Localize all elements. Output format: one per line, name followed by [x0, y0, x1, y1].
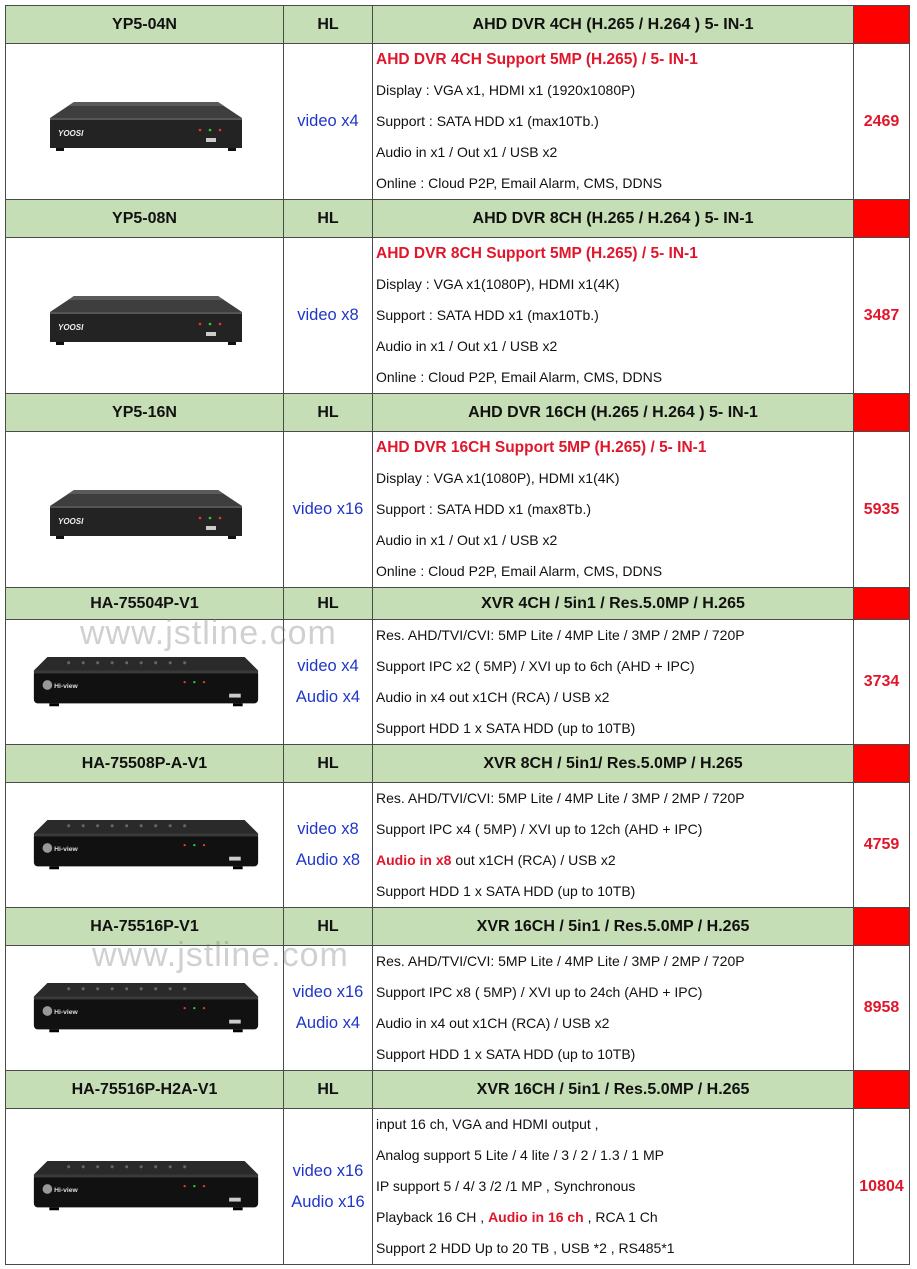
product-photo [6, 946, 284, 1071]
channel-count: Audio x4 [295, 688, 361, 706]
channel-count: video x8 [297, 820, 359, 838]
channel-cell [284, 238, 373, 394]
xvr-hiview-image [30, 651, 262, 719]
spec-line: Support HDD 1 x SATA HDD (up to 10TB) [376, 883, 636, 899]
channel-count: video x16 [292, 1161, 364, 1180]
svg-text:Hi-view: Hi-view [54, 845, 78, 853]
red-flag-cell [854, 1071, 910, 1109]
grade-label: HL [284, 588, 373, 620]
model-number: YP5-08N [6, 200, 284, 238]
spec-line: Res. AHD/TVI/CVI: 5MP Lite / 4MP Lite / 3MP / 2MP / 720P [376, 790, 745, 806]
spec-line: AHD DVR 4CH Support 5MP (H.265) / 5- IN-1 [376, 51, 698, 68]
model-number: YP5-04N [6, 6, 284, 44]
spec-line: Support IPC x4 ( 5MP) / XVI up to 12ch (AHD + IPC) [376, 821, 703, 837]
channel-cell [284, 783, 373, 908]
channel-count: Audio x16 [291, 1192, 365, 1211]
channel-cell [284, 946, 373, 1071]
price: 3487 [854, 238, 910, 394]
product-photo [6, 1109, 284, 1265]
xvr-hiview-image [30, 1155, 262, 1223]
spec-line [376, 845, 853, 876]
grade-label: HL [284, 745, 373, 783]
spec-line: Display : VGA x1(1080P), HDMI x1(4K) [376, 470, 620, 486]
grade-label: HL [284, 1071, 373, 1109]
svg-text:YOOSI: YOOSI [58, 323, 84, 332]
channel-cell [284, 432, 373, 588]
svg-text:YOOSI: YOOSI [58, 129, 84, 138]
product-title: AHD DVR 8CH (H.265 / H.264 ) 5- IN-1 [373, 200, 854, 238]
model-number: HA-75504P-V1 [6, 588, 284, 620]
product-photo [6, 620, 284, 745]
spec-line: Support 2 HDD Up to 20 TB , USB *2 , RS485*1 [376, 1240, 675, 1256]
model-number: HA-75516P-H2A-V1 [6, 1071, 284, 1109]
spec-line: Support : SATA HDD x1 (max10Tb.) [376, 307, 599, 323]
spec-cell [373, 783, 854, 908]
spec-line: Display : VGA x1, HDMI x1 (1920x1080P) [376, 82, 636, 98]
spec-cell [373, 44, 854, 200]
product-title: AHD DVR 4CH (H.265 / H.264 ) 5- IN-1 [373, 6, 854, 44]
spec-line: Res. AHD/TVI/CVI: 5MP Lite / 4MP Lite / 3MP / 2MP / 720P [376, 627, 745, 643]
channel-cell [284, 1109, 373, 1265]
red-flag-cell [854, 200, 910, 238]
svg-text:Hi-view: Hi-view [54, 682, 78, 690]
spec-line: Audio in x1 / Out x1 / USB x2 [376, 532, 558, 548]
red-flag-cell [854, 745, 910, 783]
product-title: AHD DVR 16CH (H.265 / H.264 ) 5- IN-1 [373, 394, 854, 432]
spec-line: Support IPC x8 ( 5MP) / XVI up to 24ch (AHD + IPC) [376, 984, 703, 1000]
spec-tail: , RCA 1 Ch [587, 1209, 658, 1225]
dvr-yoosi-image [46, 480, 246, 550]
spec-line: AHD DVR 16CH Support 5MP (H.265) / 5- IN-1 [376, 439, 707, 456]
grade-label: HL [284, 6, 373, 44]
spec-line: Support HDD 1 x SATA HDD (up to 10TB) [376, 1046, 636, 1062]
spec-line: Audio in x4 out x1CH (RCA) / USB x2 [376, 689, 610, 705]
channel-count: video x4 [297, 112, 359, 130]
price: 2469 [854, 44, 910, 200]
product-photo [6, 432, 284, 588]
svg-text:YOOSI: YOOSI [58, 517, 84, 526]
grade-label: HL [284, 908, 373, 946]
spec-cell [373, 1109, 854, 1265]
price: 5935 [854, 432, 910, 588]
spec-line: Audio in x1 / Out x1 / USB x2 [376, 144, 558, 160]
spec-text: Playback 16 CH , [376, 1209, 485, 1225]
channel-count: video x4 [297, 657, 359, 675]
spec-line [376, 1202, 853, 1233]
spec-line: IP support 5 / 4/ 3 /2 /1 MP , Synchronous [376, 1178, 636, 1194]
channel-cell [284, 44, 373, 200]
xvr-hiview-image [30, 814, 262, 882]
model-number: YP5-16N [6, 394, 284, 432]
channel-count: Audio x4 [295, 1014, 361, 1032]
product-photo [6, 238, 284, 394]
spec-line: Support : SATA HDD x1 (max10Tb.) [376, 113, 599, 129]
dvr-yoosi-image [46, 286, 246, 356]
spec-line: Analog support 5 Lite / 4 lite / 3 / 2 / 1.3 / 1 MP [376, 1147, 664, 1163]
red-flag-cell [854, 908, 910, 946]
spec-cell [373, 946, 854, 1071]
red-flag-cell [854, 588, 910, 620]
grade-label: HL [284, 200, 373, 238]
grade-label: HL [284, 394, 373, 432]
spec-cell [373, 238, 854, 394]
price: 10804 [854, 1109, 910, 1265]
model-number: HA-75508P-A-V1 [6, 745, 284, 783]
price: 3734 [854, 620, 910, 745]
spec-line: Online : Cloud P2P, Email Alarm, CMS, DDNS [376, 369, 663, 385]
price: 4759 [854, 783, 910, 908]
watermark-2: www.jstline.com [92, 936, 349, 974]
spec-line: input 16 ch, VGA and HDMI output , [376, 1116, 599, 1132]
watermark-1: www.jstline.com [80, 614, 337, 652]
spec-highlight: Audio in 16 ch [488, 1209, 584, 1225]
spec-cell [373, 432, 854, 588]
spec-line: Support : SATA HDD x1 (max8Tb.) [376, 501, 591, 517]
channel-count: Audio x8 [295, 851, 361, 869]
price: 8958 [854, 946, 910, 1071]
spec-line: AHD DVR 8CH Support 5MP (H.265) / 5- IN-1 [376, 245, 698, 262]
product-photo [6, 783, 284, 908]
red-flag-cell [854, 6, 910, 44]
spec-line: Online : Cloud P2P, Email Alarm, CMS, DDNS [376, 563, 663, 579]
svg-text:Hi-view: Hi-view [54, 1186, 78, 1194]
dvr-yoosi-image [46, 92, 246, 162]
product-title: XVR 4CH / 5in1 / Res.5.0MP / H.265 [373, 588, 854, 620]
spec-line: Online : Cloud P2P, Email Alarm, CMS, DDNS [376, 175, 663, 191]
channel-count: video x16 [292, 983, 364, 1001]
spec-line: Audio in x4 out x1CH (RCA) / USB x2 [376, 1015, 610, 1031]
channel-cell [284, 620, 373, 745]
product-title: XVR 16CH / 5in1 / Res.5.0MP / H.265 [373, 908, 854, 946]
svg-text:Hi-view: Hi-view [54, 1008, 78, 1016]
product-photo [6, 44, 284, 200]
product-title: XVR 8CH / 5in1/ Res.5.0MP / H.265 [373, 745, 854, 783]
model-number: HA-75516P-V1 [6, 908, 284, 946]
spec-line: Support IPC x2 ( 5MP) / XVI up to 6ch (AHD + IPC) [376, 658, 695, 674]
price-list-table [5, 5, 910, 1265]
spec-cell [373, 620, 854, 745]
spec-line: Audio in x1 / Out x1 / USB x2 [376, 338, 558, 354]
red-flag-cell [854, 394, 910, 432]
spec-text: out x1CH (RCA) / USB x2 [455, 852, 616, 868]
channel-count: video x16 [292, 500, 364, 518]
product-title: XVR 16CH / 5in1 / Res.5.0MP / H.265 [373, 1071, 854, 1109]
spec-highlight: Audio in x8 [376, 852, 452, 868]
spec-line: Display : VGA x1(1080P), HDMI x1(4K) [376, 276, 620, 292]
spec-line: Support HDD 1 x SATA HDD (up to 10TB) [376, 720, 636, 736]
channel-count: video x8 [297, 306, 359, 324]
xvr-hiview-image [30, 977, 262, 1045]
spec-line: Res. AHD/TVI/CVI: 5MP Lite / 4MP Lite / 3MP / 2MP / 720P [376, 953, 745, 969]
